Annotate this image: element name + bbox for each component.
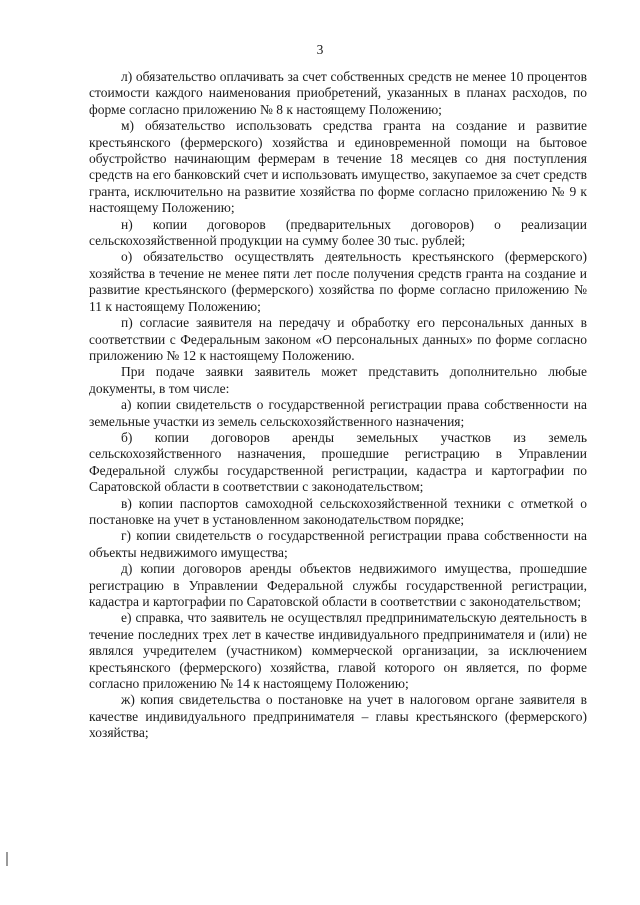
paragraph-b: б) копии договоров аренды земельных участков из земель сельскохозяйственного назначения, прошедшие регистрацию в Управлении Федеральной службы государственной регистрации, кадастра и картографии по Саратовской области в соответствии с законодательством; — [89, 429, 587, 495]
paragraph-g: г) копии свидетельств о государственной регистрации права собственности на объекты недвижимого имущества; — [89, 528, 587, 560]
document-body — [89, 69, 587, 742]
paragraph-a: а) копии свидетельств о государственной регистрации права собственности на земельные участки из земель сельскохозяйственного назначения; — [89, 397, 587, 429]
paragraph-additional-docs-intro: При подаче заявки заявитель может представить дополнительно любые документы, в том числе: — [89, 364, 587, 396]
paragraph-l: л) обязательство оплачивать за счет собственных средств не менее 10 процентов стоимости каждого наименования приобретений, указанных в планах расходов, по форме согласно приложению № 8 к настоящему Положению; — [89, 69, 587, 117]
paragraph-n: н) копии договоров (предварительных договоров) о реализации сельскохозяйственной продукции на сумму более 30 тыс. рублей; — [89, 216, 587, 249]
paragraph-e: е) справка, что заявитель не осуществлял предпринимательскую деятельность в течение последних трех лет в качестве индивидуального предпринимателя и (или) не являлся учредителем (участником) коммерческой организации, за исключением крестьянского (фермерского) хозяйства, главой которого он является, по форме согласно приложению № 14 к настоящему Положению; — [89, 610, 587, 692]
paragraph-o: о) обязательство осуществлять деятельность крестьянского (фермерского) хозяйства в течение не менее пяти лет после получения средств гранта на создание и развитие крестьянского (фермерского) хозяйства по форме согласно приложению № 11 к настоящему Положению; — [89, 249, 587, 314]
paragraph-d: д) копии договоров аренды объектов недвижимого имущества, прошедшие регистрацию в Управлении Федеральной службы государственной регистрации, кадастра и картографии по Саратовской области в соответствии с законодательством; — [89, 561, 587, 609]
paragraph-p: п) согласие заявителя на передачу и обработку его персональных данных в соответствии с Федеральным законом «О персональных данных» по форме согласно приложению № 12 к настоящему Положению. — [89, 315, 587, 363]
page-number: 3 — [316, 42, 324, 57]
paragraph-zh: ж) копия свидетельства о постановке на учет в налоговом органе заявителя в качестве индивидуального предпринимателя – главы крестьянского (фермерского) хозяйства; — [89, 692, 587, 741]
paragraph-v: в) копии паспортов самоходной сельскохозяйственной техники с отметкой о постановке на учет в установленном законодательством порядке; — [89, 495, 587, 527]
scan-edge-mark — [6, 852, 8, 866]
paragraph-m: м) обязательство использовать средства гранта на создание и развитие крестьянского (фермерского) хозяйства и единовременной помощи на бытовое обустройство начинающим фермерам в течение 18 месяцев со дня поступления средств на его банковский счет и использовать имущество, закупаемое за счет средств гранта, исключительно на развитие хозяйства по форме согласно приложению № 9 к настоящему Положению; — [89, 118, 587, 216]
